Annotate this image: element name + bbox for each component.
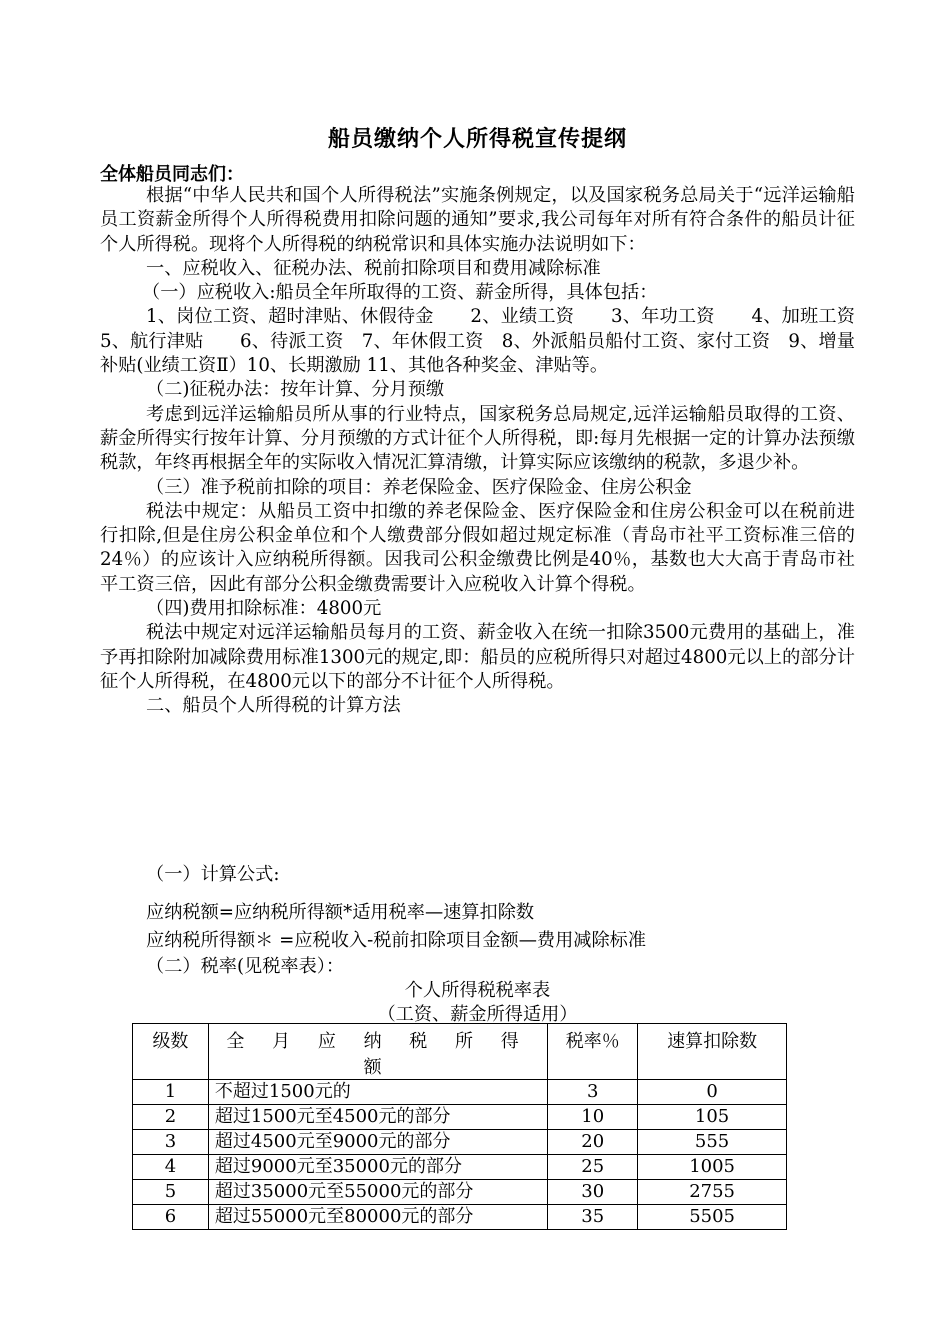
table-subcaption: （工资、薪金所得适用） bbox=[377, 1004, 578, 1025]
table-row bbox=[133, 1205, 787, 1230]
cell-rate: 35 bbox=[548, 1205, 638, 1230]
cell-income-range: 超过4500元至9000元的部分 bbox=[208, 1130, 547, 1155]
paragraph-expense-standard: 税法中规定对远洋运输船员每月的工资、薪金收入在统一扣除3500元费用的基础上，准予再扣除附加减除费用标准1300元的规定,即：船员的应税所得只对超过4800元以上的部分计征个人所得税，在4800元以下的部分不计征个人所得税。 bbox=[100, 622, 855, 692]
table-header-row bbox=[133, 1024, 787, 1080]
paragraph-deductions: 税法中规定：从船员工资中扣缴的养老保险金、医疗保险金和住房公积金可以在税前进行扣除,但是住房公积金单位和个人缴费部分假如超过规定标准（青岛市社平工资标准三倍的24％）的应该计入应纳税所得额。因我司公积金缴费比例是40％，基数也大大高于青岛市社平工资三倍，因此有部分公积金缴费需要计入应税收入计算个得税。 bbox=[100, 500, 855, 595]
section-heading-1: 一、应税收入、征税办法、税前扣除项目和费用减除标准 bbox=[146, 257, 601, 279]
subsection-expense-standard: （四)费用扣除标准：4800元 bbox=[146, 598, 382, 620]
subsection-tax-method: （二)征税办法：按年计算、分月预缴 bbox=[146, 379, 445, 401]
cell-rate: 20 bbox=[548, 1130, 638, 1155]
greeting: 全体船员同志们： bbox=[100, 164, 244, 185]
section-heading-2: 二、船员个人所得税的计算方法 bbox=[146, 695, 401, 717]
table-row bbox=[133, 1080, 787, 1105]
formula-taxable-income: 应纳税所得额＊ =应税收入-税前扣除项目金额—费用减除标准 bbox=[146, 930, 647, 951]
cell-rate: 25 bbox=[548, 1155, 638, 1180]
paragraph-intro: 根据“中华人民共和国个人所得税法”实施条例规定，以及国家税务总局关于“远洋运输船员工资薪金所得个人所得税费用扣除问题的通知”要求,我公司每年对所有符合条件的船员计征个人所得税。现将个人所得税的纳税常识和具体实施办法说明如下： bbox=[100, 185, 855, 255]
calc-heading: （一）计算公式: bbox=[146, 864, 280, 885]
subsection-deductions: （三）准予税前扣除的项目：养老保险金、医疗保险金、住房公积金 bbox=[146, 476, 692, 498]
cell-income-range: 不超过1500元的 bbox=[208, 1080, 547, 1105]
cell-level: 4 bbox=[133, 1155, 209, 1180]
cell-deduction: 1005 bbox=[638, 1155, 787, 1180]
cell-deduction: 555 bbox=[638, 1130, 787, 1155]
header-deduction: 速算扣除数 bbox=[638, 1024, 787, 1080]
cell-rate: 10 bbox=[548, 1105, 638, 1130]
cell-rate: 3 bbox=[548, 1080, 638, 1105]
cell-level: 1 bbox=[133, 1080, 209, 1105]
table-row bbox=[133, 1105, 787, 1130]
formula-tax-amount: 应纳税额=应纳税所得额*适用税率—速算扣除数 bbox=[146, 902, 535, 923]
cell-level: 2 bbox=[133, 1105, 209, 1130]
table-row bbox=[133, 1130, 787, 1155]
table-row bbox=[133, 1155, 787, 1180]
document-title: 船员缴纳个人所得税宣传提纲 bbox=[327, 127, 627, 152]
subsection-taxable-income: （一）应税收入:船员全年所取得的工资、薪金所得，具体包括： bbox=[142, 282, 658, 304]
rate-heading: （二）税率(见税率表）： bbox=[146, 956, 345, 977]
cell-income-range: 超过55000元至80000元的部分 bbox=[208, 1205, 547, 1230]
table-row bbox=[133, 1180, 787, 1205]
cell-deduction: 105 bbox=[638, 1105, 787, 1130]
cell-income-range: 超过1500元至4500元的部分 bbox=[208, 1105, 547, 1130]
paragraph-income-items: 1、岗位工资、超时津贴、休假待金 2、业绩工资 3、年功工资 4、加班工资 5、航行津贴 6、待派工资 7、年休假工资 8、外派船员船付工资、家付工资 9、增量补贴(业绩工资Ⅱ）10、长期激励 11、其他各种奖金、津贴等。 bbox=[100, 306, 892, 377]
tax-rate-table bbox=[132, 1023, 787, 1230]
paragraph-tax-method: 考虑到远洋运输船员所从事的行业特点，国家税务总局规定,远洋运输船员取得的工资、薪金所得实行按年计算、分月预缴的方式计征个人所得税，即:每月先根据一定的计算办法预缴税款，年终再根据全年的实际收入情况汇算清缴，计算实际应该缴纳的税款，多退少补。 bbox=[100, 403, 855, 474]
header-monthly-income: 全 月 应 纳 税 所 得 额 bbox=[208, 1024, 547, 1080]
cell-deduction: 0 bbox=[638, 1080, 787, 1105]
cell-level: 6 bbox=[133, 1205, 209, 1230]
cell-deduction: 2755 bbox=[638, 1180, 787, 1205]
table-caption: 个人所得税税率表 bbox=[404, 980, 551, 1001]
cell-income-range: 超过9000元至35000元的部分 bbox=[208, 1155, 547, 1180]
cell-rate: 30 bbox=[548, 1180, 638, 1205]
cell-deduction: 5505 bbox=[638, 1205, 787, 1230]
cell-level: 3 bbox=[133, 1130, 209, 1155]
cell-level: 5 bbox=[133, 1180, 209, 1205]
header-rate: 税率％ bbox=[548, 1024, 638, 1080]
document-body bbox=[100, 184, 892, 719]
cell-income-range: 超过35000元至55000元的部分 bbox=[208, 1180, 547, 1205]
header-level: 级数 bbox=[133, 1024, 209, 1080]
